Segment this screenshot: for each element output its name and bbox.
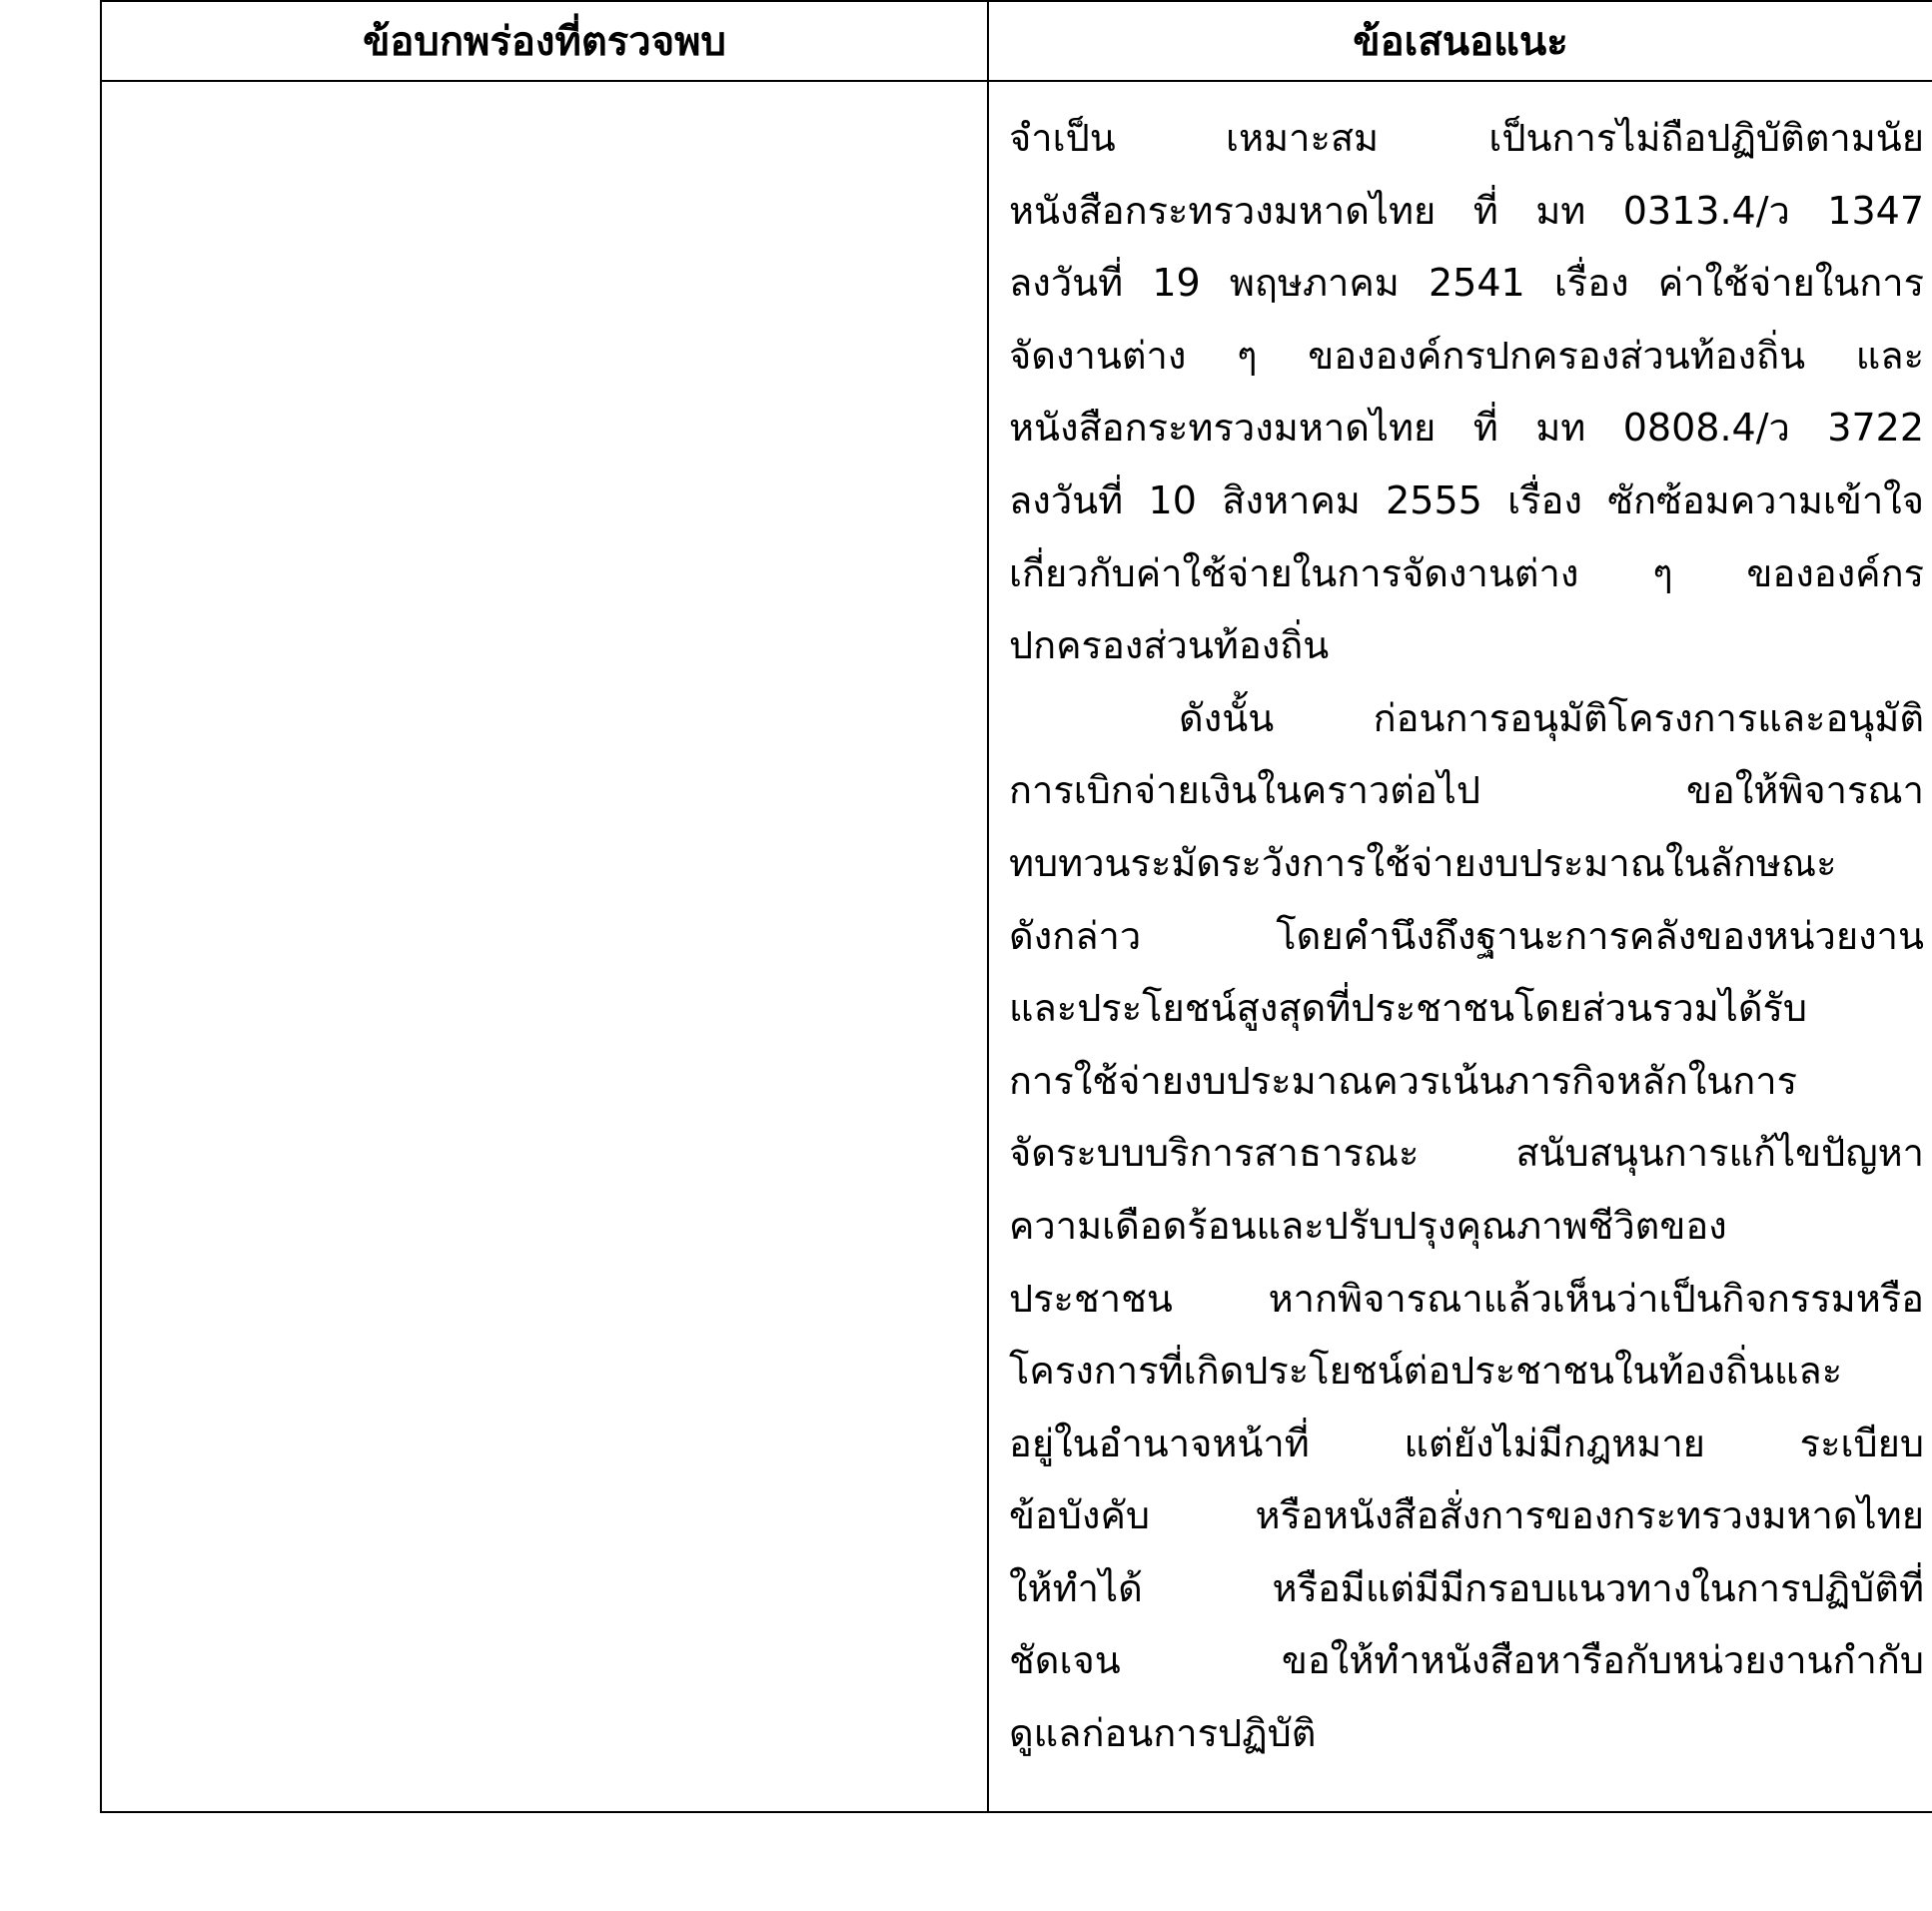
recommendation-line: ทบทวนระมัดระวังการใช้จ่ายงบประมาณในลักษณะ (1009, 840, 1837, 885)
recommendation-line: โครงการที่เกิดประโยชน์ต่อประชาชนในท้องถิ่นและ (1009, 1349, 1843, 1394)
recommendation-line: ดูแลก่อนการปฏิบัติ (1009, 1711, 1317, 1756)
recommendation-line: หนังสือกระทรวงมหาดไทย ที่ มท 0313.4/ว 1347 (1009, 188, 1924, 233)
recommendations-cell (988, 81, 1932, 1812)
recommendation-line: หนังสือกระทรวงมหาดไทย ที่ มท 0808.4/ว 3722 (1009, 406, 1924, 451)
findings-recommendations-table (100, 0, 1932, 1813)
recommendation-line: ดังนั้น ก่อนการอนุมัติโครงการและอนุมัติ (1179, 695, 1924, 740)
recommendation-line: ปกครองส่วนท้องถิ่น (1009, 623, 1330, 668)
recommendation-line: เกี่ยวกับค่าใช้จ่ายในการจัดงานต่าง ๆ ขององค์กร (1009, 550, 1924, 595)
recommendation-line: จำเป็น เหมาะสม เป็นการไม่ถือปฏิบัติตามนัย (1009, 116, 1924, 160)
recommendation-line: ให้ทำได้ หรือมีแต่มีมีกรอบแนวทางในการปฏิบัติที่ (1009, 1565, 1924, 1610)
recommendation-line: ลงวันที่ 10 สิงหาคม 2555 เรื่อง ซักซ้อมความเข้าใจ (1009, 478, 1924, 522)
header-findings: ข้อบกพร่องที่ตรวจพบ (101, 1, 988, 81)
recommendation-line: ดังกล่าว โดยคำนึงถึงฐานะการคลังของหน่วยงาน (1009, 913, 1924, 958)
recommendation-line: ความเดือดร้อนและปรับปรุงคุณภาพชีวิตของ (1009, 1203, 1727, 1248)
recommendation-line: ลงวันที่ 19 พฤษภาคม 2541 เรื่อง ค่าใช้จ่ายในการ (1009, 261, 1924, 306)
recommendation-line: ข้อบังคับ หรือหนังสือสั่งการของกระทรวงมหาดไทย (1009, 1493, 1924, 1538)
recommendation-line: และประโยชน์สูงสุดที่ประชาชนโดยส่วนรวมได้รับ (1009, 986, 1808, 1031)
recommendation-line: อยู่ในอำนาจหน้าที่ แต่ยังไม่มีกฎหมาย ระเบียบ (1009, 1421, 1924, 1465)
recommendation-line: ประชาชน หากพิจารณาแล้วเห็นว่าเป็นกิจกรรมหรือ (1009, 1276, 1924, 1321)
table-row (101, 81, 1932, 1812)
findings-cell (101, 81, 988, 1812)
recommendation-line: ชัดเจน ขอให้ทำหนังสือหารือกับหน่วยงานกำกับ (1009, 1638, 1924, 1683)
recommendation-line: การเบิกจ่ายเงินในคราวต่อไป ขอให้พิจารณา (1009, 768, 1924, 813)
recommendation-line: การใช้จ่ายงบประมาณควรเน้นภารกิจหลักในการ (1009, 1058, 1798, 1103)
recommendation-line: จัดระบบบริการสาธารณะ สนับสนุนการแก้ไขปัญหา (1009, 1131, 1924, 1176)
table-header-row (101, 1, 1932, 81)
header-recommendations: ข้อเสนอแนะ (988, 1, 1932, 81)
recommendation-line: จัดงานต่าง ๆ ขององค์กรปกครองส่วนท้องถิ่น และ (1009, 333, 1924, 378)
